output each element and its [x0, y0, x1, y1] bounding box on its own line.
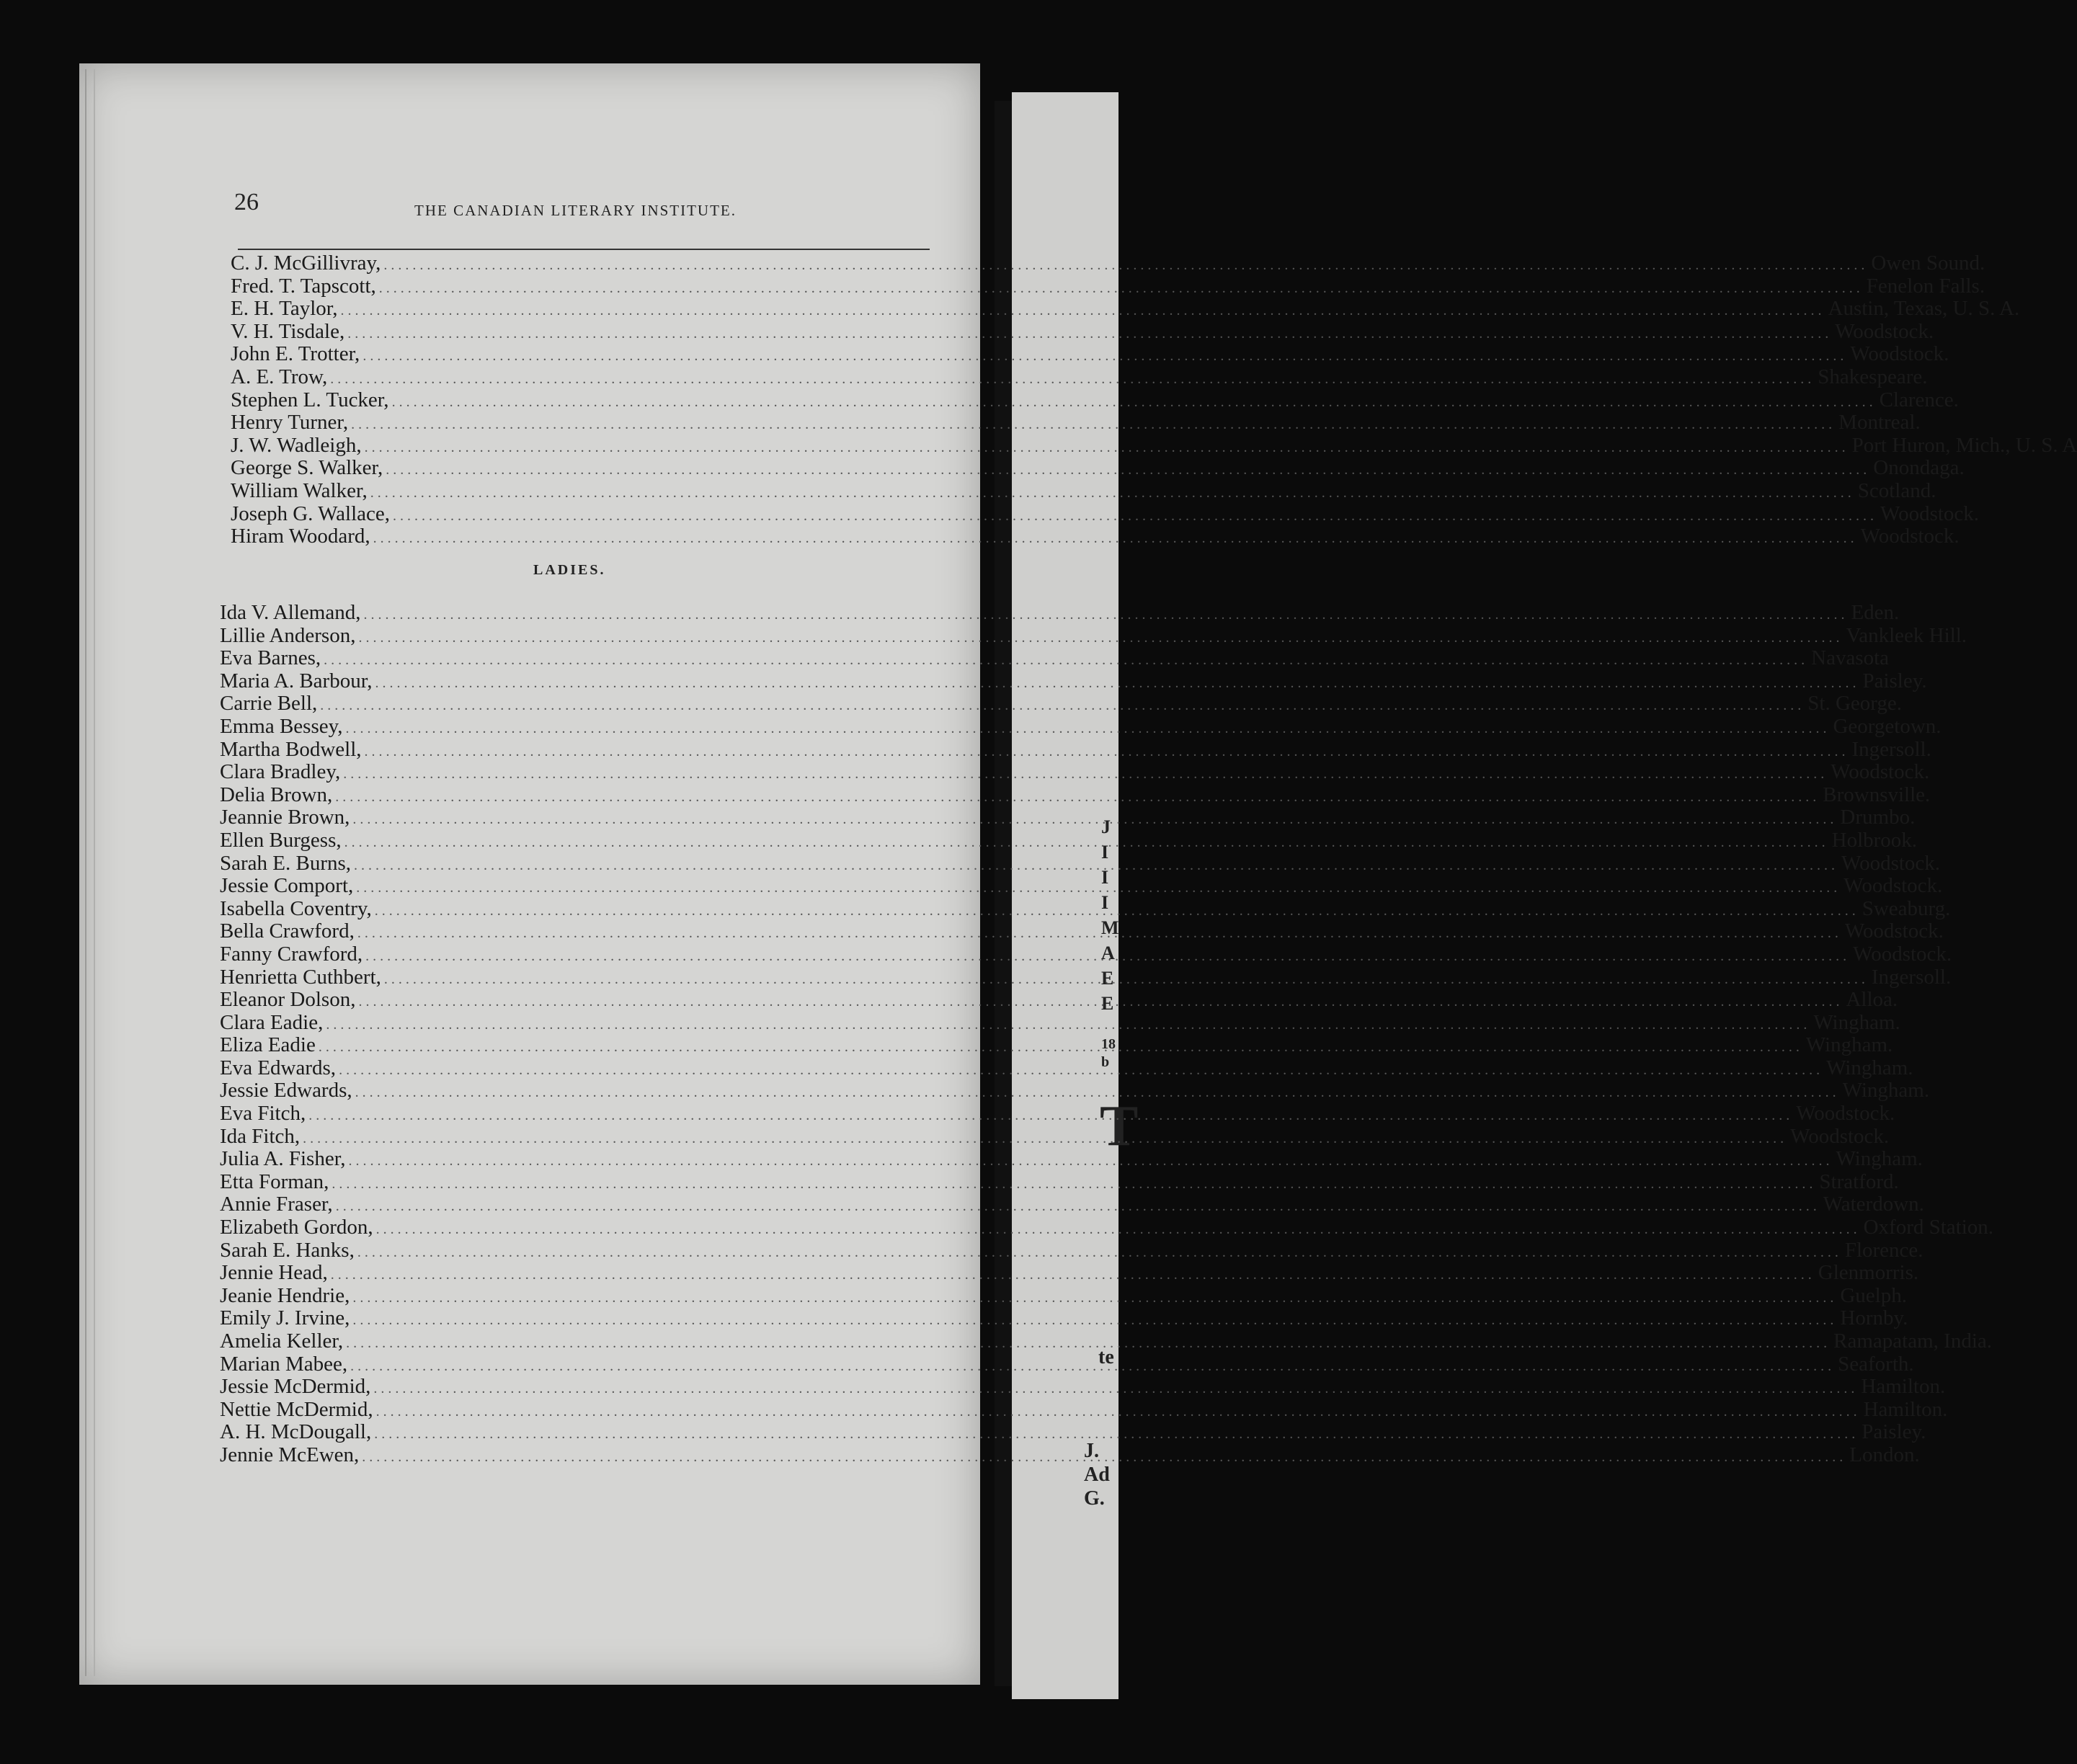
entry-place: St. George. [1807, 692, 1903, 716]
leader-dots [352, 1287, 1837, 1310]
list-entry [220, 988, 1898, 1012]
list-entry [220, 669, 1927, 693]
list-entry [220, 1010, 1900, 1035]
entry-name: Stephen L. Tucker, [231, 388, 389, 411]
entry-name: Sarah E. Burns, [220, 851, 352, 875]
entry-name: Amelia Keller, [220, 1329, 344, 1353]
facing-page-fragment: I [1101, 892, 1109, 913]
entry-name: Jennie McEwen, [220, 1443, 360, 1466]
entry-place: Florence. [1844, 1238, 1923, 1262]
ladies-heading: LADIES. [533, 562, 606, 578]
leader-dots [332, 1173, 1816, 1196]
leader-dots [341, 300, 1825, 323]
entry-name: C. J. McGillivray, [231, 251, 381, 275]
leader-dots [370, 482, 1855, 505]
entry-place: Paisley. [1862, 669, 1927, 692]
entry-name: Eva Fitch, [220, 1102, 306, 1126]
entry-name: Nettie McDermid, [220, 1397, 373, 1421]
entry-name: E. H. Taylor, [231, 297, 338, 321]
leader-dots [358, 991, 1843, 1014]
entry-place: Glenmorris. [1818, 1261, 1919, 1285]
entry-place: Woodstock. [1850, 342, 1949, 366]
leader-dots [365, 741, 1849, 764]
entry-place: Wingham. [1813, 1010, 1900, 1034]
leader-dots [384, 968, 1869, 992]
leader-dots [336, 1195, 1820, 1219]
entry-name: Julia A. Fisher, [220, 1147, 346, 1171]
entry-name: Eva Edwards, [220, 1056, 337, 1079]
entry-place: Hamilton. [1863, 1397, 1948, 1421]
entry-name: Jeannie Brown, [220, 806, 350, 829]
facing-page-fragment: J. [1084, 1440, 1099, 1462]
leader-dots [344, 832, 1829, 855]
leader-dots [326, 1014, 1810, 1037]
facing-page-fragment: E [1101, 968, 1114, 989]
list-entry [220, 1283, 1907, 1308]
entry-name: Eleanor Dolson, [220, 988, 356, 1012]
entry-name: A. H. McDougall, [220, 1420, 372, 1444]
entry-name: Marian Mabee, [220, 1352, 348, 1376]
leader-dots [365, 945, 1850, 968]
entry-place: Holbrook. [1831, 828, 1918, 852]
entry-name: Martha Bodwell, [220, 737, 362, 761]
entry-name: Jeanie Hendrie, [220, 1283, 350, 1307]
facing-page-fragment: T [1100, 1095, 1139, 1158]
leader-dots [351, 414, 1836, 437]
list-entry [231, 342, 1949, 366]
leader-dots [363, 345, 1847, 368]
entry-name: Fanny Crawford, [220, 942, 363, 966]
facing-page-fragment: b [1101, 1054, 1110, 1070]
leader-dots [386, 459, 1870, 482]
leader-dots [350, 1355, 1835, 1378]
entry-name: Clara Bradley, [220, 760, 341, 784]
entry-name: Eliza Eadie [220, 1033, 316, 1057]
entry-name: Bella Crawford, [220, 919, 355, 943]
list-entry [220, 1193, 1924, 1216]
entry-name: Ida Fitch, [220, 1124, 301, 1148]
leader-dots [320, 695, 1805, 718]
list-entry [220, 692, 1903, 716]
entry-name: Hiram Woodard, [231, 525, 370, 548]
facing-page-fragment: E [1101, 993, 1114, 1014]
list-entry [231, 297, 2020, 321]
leader-dots [373, 1378, 1858, 1401]
list-entry [220, 1102, 1895, 1126]
entry-place: Ingersoll. [1871, 965, 1952, 989]
leader-dots [335, 786, 1820, 809]
list-entry [220, 623, 1967, 648]
list-entry [231, 365, 1928, 389]
entry-place: Woodstock. [1880, 502, 1980, 525]
facing-page-fragment: I [1101, 867, 1109, 888]
list-entry [220, 896, 1951, 921]
leader-dots [324, 649, 1808, 672]
list-entry [231, 411, 1921, 435]
entry-name: Fred. T. Tapscott, [231, 274, 376, 298]
list-entry [220, 783, 1931, 807]
list-entry [220, 806, 1916, 829]
facing-page-fragment: te [1098, 1346, 1114, 1368]
list-entry [220, 1056, 1913, 1080]
leader-dots [303, 1128, 1787, 1151]
entry-name: Henry Turner, [231, 411, 349, 435]
facing-page-fragment: M [1101, 917, 1119, 938]
entry-name: Jessie Edwards, [220, 1079, 352, 1102]
list-entry [220, 1443, 1920, 1467]
list-entry [231, 319, 1934, 344]
entry-place: Paisley. [1862, 1420, 1926, 1444]
leader-dots [379, 277, 1864, 300]
leader-dots [363, 604, 1848, 627]
entry-place: Austin, Texas, U. S. A. [1828, 297, 2020, 321]
leader-dots [346, 1332, 1831, 1355]
list-entry [220, 1216, 1994, 1239]
leader-dots [357, 922, 1842, 945]
leader-dots [352, 808, 1837, 832]
entry-place: Woodstock. [1831, 760, 1930, 784]
running-title: THE CANADIAN LITERARY INSTITUTE. [414, 202, 737, 219]
leader-dots [356, 877, 1841, 900]
entry-name: William Walker, [231, 478, 368, 502]
entry-name: Elizabeth Gordon, [220, 1216, 373, 1239]
entry-name: Eva Barnes, [220, 646, 321, 670]
facing-page-fragment: J [1101, 816, 1111, 837]
entry-place: Woodstock. [1841, 851, 1941, 875]
leader-dots [374, 1423, 1859, 1446]
list-entry [220, 874, 1943, 898]
leader-dots [339, 1059, 1823, 1082]
facing-page-fragment: Ad [1084, 1464, 1110, 1486]
list-entry [231, 502, 1980, 526]
entry-name: Carrie Bell, [220, 692, 318, 716]
list-entry [231, 525, 1960, 548]
list-entry [231, 456, 1965, 480]
leader-dots [352, 1309, 1837, 1332]
entry-place: Wingham. [1805, 1033, 1893, 1057]
list-entry [231, 433, 2077, 458]
list-entry [220, 601, 1900, 625]
entry-name: Sarah E. Hanks, [220, 1238, 355, 1262]
facing-page-fragment: 18 [1101, 1036, 1116, 1052]
list-entry [220, 828, 1918, 852]
entry-name: John E. Trotter, [231, 342, 360, 366]
entry-place: Wingham. [1842, 1079, 1930, 1102]
list-entry [220, 737, 1931, 762]
entry-place: Alloa. [1846, 988, 1898, 1012]
entry-place: Vankleek Hill. [1846, 623, 1967, 647]
list-entry [220, 1261, 1919, 1285]
leader-dots [365, 437, 1849, 460]
list-entry [220, 646, 1890, 670]
list-entry [220, 714, 1942, 739]
entry-name: Etta Forman, [220, 1170, 329, 1193]
leader-dots [308, 1105, 1793, 1128]
leader-dots [355, 1082, 1840, 1105]
entry-name: A. E. Trow, [231, 365, 328, 388]
entry-place: Woodstock. [1853, 942, 1952, 966]
header-rule [238, 249, 930, 250]
entry-place: Eden. [1851, 601, 1900, 624]
gentlemen-list [231, 251, 2077, 548]
list-entry [220, 1238, 1923, 1262]
entry-name: Clara Eadie, [220, 1010, 324, 1034]
list-entry [231, 251, 1985, 275]
leader-dots [373, 527, 1858, 551]
leader-dots [383, 254, 1868, 277]
list-entry [220, 1147, 1923, 1171]
entry-place: Scotland. [1857, 478, 1936, 502]
entry-place: Waterdown. [1823, 1193, 1924, 1216]
leader-dots [362, 1446, 1846, 1469]
list-entry [231, 274, 1985, 298]
entry-place: Ramapatam, India. [1833, 1329, 1992, 1353]
entry-name: Annie Fraser, [220, 1193, 333, 1216]
entry-name: Emily J. Irvine, [220, 1306, 350, 1330]
entry-place: Wingham. [1826, 1056, 1913, 1079]
leader-dots [343, 763, 1828, 786]
list-entry [220, 760, 1930, 784]
entry-place: Oxford Station. [1863, 1216, 1994, 1239]
entry-name: Jessie Comport, [220, 874, 354, 898]
entry-place: Montreal. [1838, 411, 1921, 435]
entry-place: Brownsville. [1823, 783, 1931, 806]
entry-place: Sweaburg. [1862, 896, 1951, 920]
entry-name: Jessie McDermid, [220, 1375, 371, 1399]
leader-dots [345, 718, 1830, 741]
entry-place: Onondaga. [1873, 456, 1965, 480]
facing-page-fragment: G. [1084, 1487, 1105, 1510]
leader-dots [392, 391, 1877, 414]
entry-name: Henrietta Cuthbert, [220, 965, 381, 989]
entry-name: J. W. Wadleigh, [231, 433, 362, 457]
entry-name: Lillie Anderson, [220, 623, 356, 647]
list-entry [220, 1124, 1890, 1149]
page-header [234, 189, 933, 223]
facing-page-fragment: I [1101, 842, 1109, 863]
entry-place: Guelph. [1840, 1283, 1907, 1307]
entry-place: Navasota [1811, 646, 1890, 670]
list-entry [220, 965, 1952, 989]
entry-place: Woodstock. [1790, 1124, 1890, 1148]
leader-dots [376, 1401, 1861, 1424]
leader-dots [375, 900, 1859, 923]
list-entry [220, 1079, 1930, 1102]
page-number: 26 [234, 189, 259, 215]
list-entry [220, 1420, 1926, 1444]
leader-dots [375, 672, 1859, 695]
list-entry [220, 1306, 1908, 1330]
entry-place: Ingersoll. [1851, 737, 1931, 761]
entry-place: Stratford. [1819, 1170, 1899, 1193]
leader-dots [331, 1264, 1815, 1287]
entry-name: V. H. Tisdale, [231, 319, 345, 343]
leader-dots [330, 368, 1815, 391]
list-entry [220, 851, 1941, 876]
entry-place: Drumbo. [1840, 806, 1916, 829]
entry-place: Fenelon Falls. [1866, 274, 1985, 298]
entry-place: Owen Sound. [1871, 251, 1985, 275]
entry-place: Port Huron, Mich., U. S. A [1851, 433, 2077, 457]
leader-dots [357, 1242, 1842, 1265]
leader-dots [358, 627, 1843, 650]
entry-place: Hornby. [1840, 1306, 1908, 1330]
entry-place: Woodstock. [1860, 525, 1960, 548]
page-edge [85, 69, 95, 1676]
list-entry [231, 478, 1936, 503]
leader-dots [348, 1150, 1833, 1173]
leader-dots [354, 855, 1838, 878]
entry-name: Isabella Coventry, [220, 896, 372, 920]
entry-place: Clarence. [1879, 388, 1959, 411]
list-entry [220, 1170, 1899, 1194]
entry-place: Hamilton. [1861, 1375, 1946, 1399]
entry-name: Ellen Burgess, [220, 828, 342, 852]
entry-name: George S. Walker, [231, 456, 383, 480]
entry-place: London. [1849, 1443, 1920, 1466]
list-entry [220, 942, 1952, 966]
entry-name: Delia Brown, [220, 783, 333, 806]
facing-page-fragment: A [1101, 943, 1115, 963]
entry-place: Wingham. [1836, 1147, 1923, 1171]
leader-dots [393, 505, 1877, 528]
entry-place: Shakespeare. [1818, 365, 1928, 388]
entry-name: Jennie Head, [220, 1261, 328, 1285]
entry-place: Woodstock. [1796, 1102, 1895, 1126]
entry-name: Ida V. Allemand, [220, 601, 361, 624]
list-entry [220, 1329, 1992, 1353]
list-entry [220, 1375, 1946, 1399]
leader-dots [319, 1036, 1803, 1059]
entry-place: Georgetown. [1833, 714, 1942, 738]
entry-place: Seaforth. [1838, 1352, 1914, 1376]
list-entry [220, 919, 1944, 943]
list-entry [231, 388, 1959, 412]
entry-name: Emma Bessey, [220, 714, 343, 738]
list-entry [220, 1397, 1948, 1422]
entry-place: Woodstock. [1835, 319, 1934, 343]
entry-place: Woodstock. [1844, 919, 1944, 943]
leader-dots [347, 323, 1832, 346]
leader-dots [376, 1219, 1861, 1242]
entry-place: Woodstock. [1843, 874, 1943, 898]
entry-name: Joseph G. Wallace, [231, 502, 391, 525]
entry-name: Maria A. Barbour, [220, 669, 373, 692]
